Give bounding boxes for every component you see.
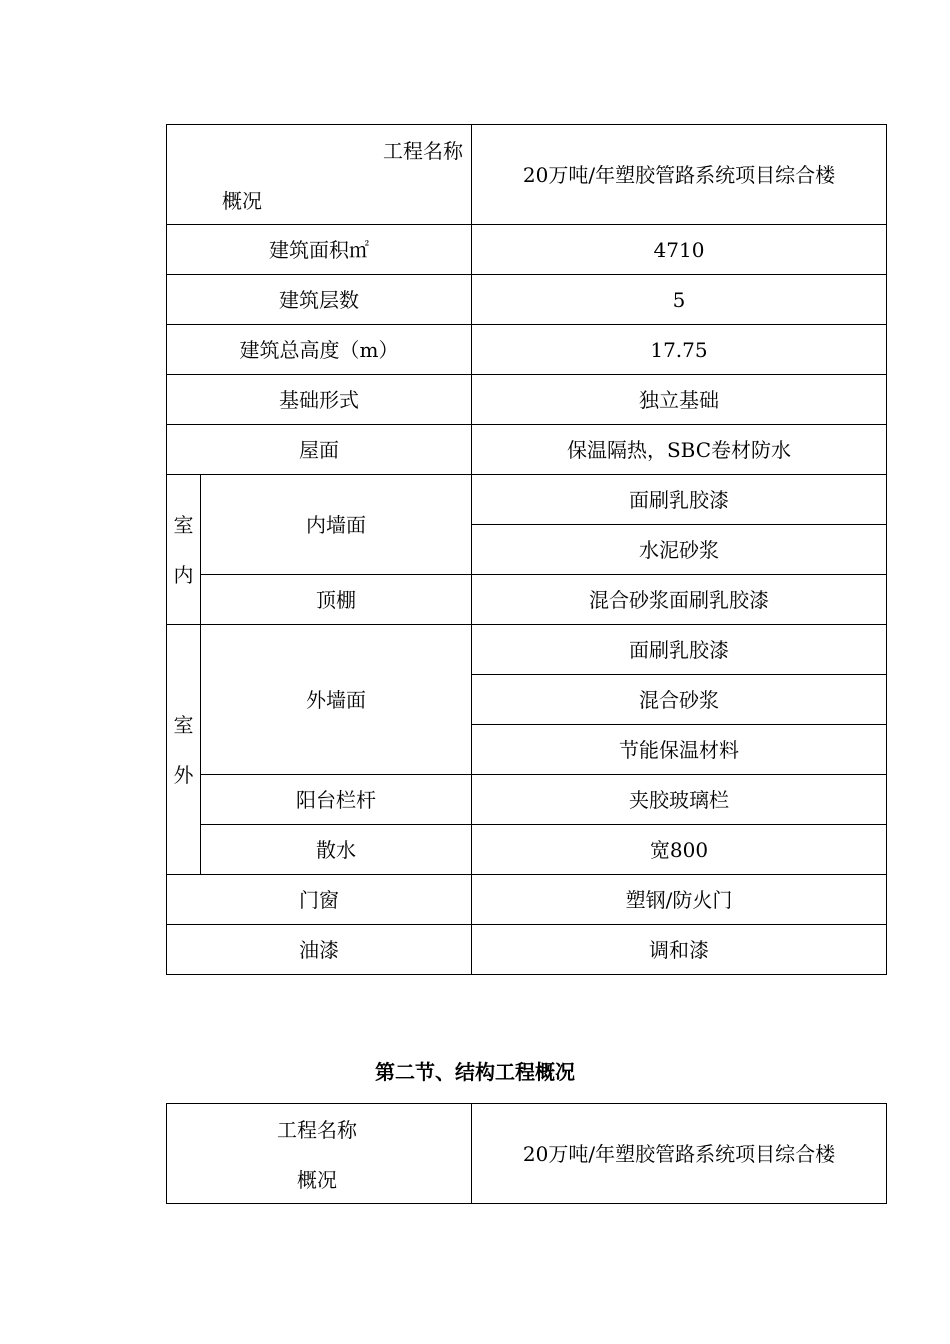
outer-wall-value: 节能保温材料: [472, 725, 887, 775]
inner-wall-label: 内墙面: [201, 475, 472, 575]
project-name-label: 工程名称: [383, 139, 463, 163]
overview-header-cell: [167, 125, 472, 225]
row-label: 建筑层数: [167, 275, 472, 325]
structure-overview-table: [166, 1103, 887, 1204]
row-value: 独立基础: [472, 375, 887, 425]
outer-wall-value: 混合砂浆: [472, 675, 887, 725]
row-label: 屋面: [167, 425, 472, 475]
row-value: 塑钢/防火门: [472, 875, 887, 925]
overview-label: 概况: [222, 189, 262, 213]
row-value: 17.75: [472, 325, 887, 375]
row-value: 5: [472, 275, 887, 325]
railing-value: 夹胶玻璃栏: [472, 775, 887, 825]
outer-wall-label: 外墙面: [201, 625, 472, 775]
outdoor-group-label: 室 外: [167, 625, 201, 875]
overview-label: 概况: [297, 1168, 337, 1192]
section-title: 第二节、结构工程概况: [375, 1060, 575, 1084]
ceiling-label: 顶棚: [201, 575, 472, 625]
row-label: 门窗: [167, 875, 472, 925]
row-label: 建筑总高度（m）: [167, 325, 472, 375]
inner-wall-value: 面刷乳胶漆: [472, 475, 887, 525]
apron-label: 散水: [201, 825, 472, 875]
project-name-label: 工程名称: [277, 1118, 357, 1142]
row-value: 4710: [472, 225, 887, 275]
apron-value: 宽800: [472, 825, 887, 875]
ceiling-value: 混合砂浆面刷乳胶漆: [472, 575, 887, 625]
row-value: 保温隔热，SBC卷材防水: [472, 425, 887, 475]
row-label: 油漆: [167, 925, 472, 975]
architecture-overview-table: [166, 124, 887, 975]
overview-header-cell: [167, 1104, 472, 1204]
indoor-group-label: 室 内: [167, 475, 201, 625]
row-label: 基础形式: [167, 375, 472, 425]
inner-wall-value: 水泥砂浆: [472, 525, 887, 575]
project-name-value: 20万吨/年塑胶管路系统项目综合楼: [472, 1104, 887, 1204]
row-value: 调和漆: [472, 925, 887, 975]
railing-label: 阳台栏杆: [201, 775, 472, 825]
outer-wall-value: 面刷乳胶漆: [472, 625, 887, 675]
row-label: 建筑面积㎡: [167, 225, 472, 275]
project-name-value: 20万吨/年塑胶管路系统项目综合楼: [472, 125, 887, 225]
